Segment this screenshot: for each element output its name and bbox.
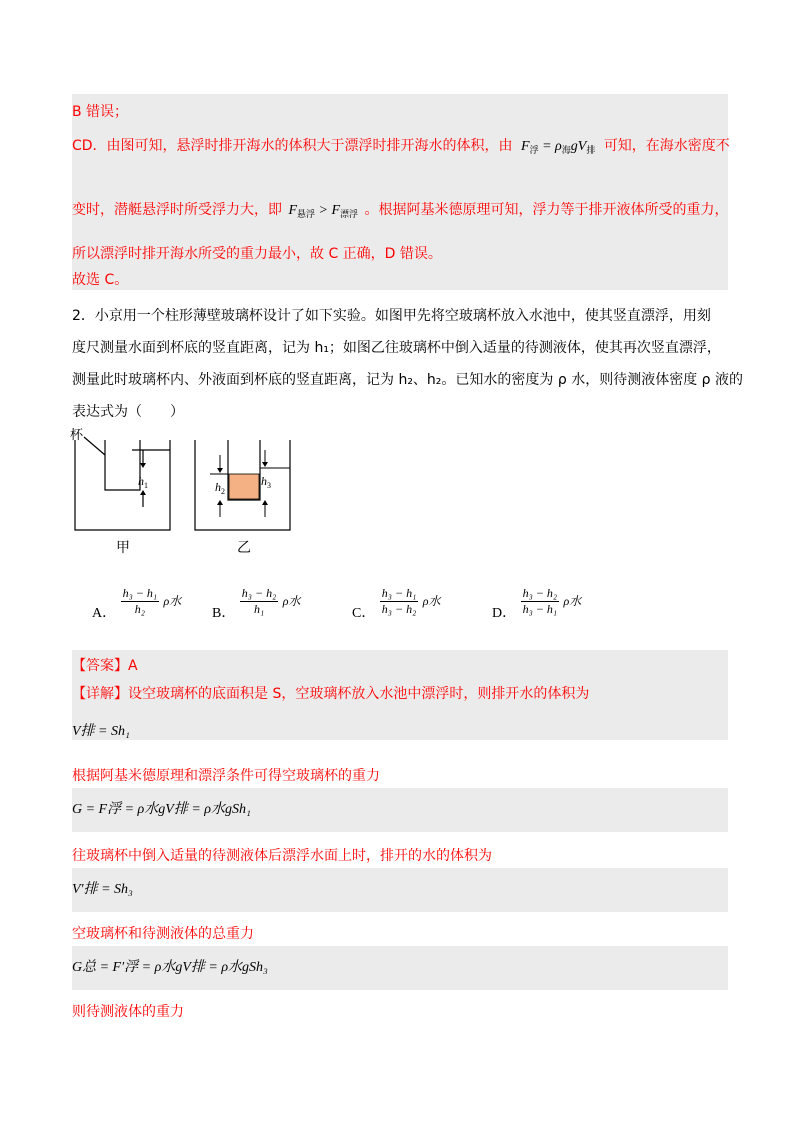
prev-cd-line1 bbox=[72, 136, 730, 160]
prev-cd-line1-b: 可知，在海水密度不 bbox=[603, 138, 730, 154]
cup-label: 杯 bbox=[70, 428, 84, 443]
caption-yi: 乙 bbox=[237, 540, 251, 556]
force-compare-formula: $F_{悬浮} > F_{漂浮}$ bbox=[288, 203, 359, 219]
answer-shade-3 bbox=[72, 868, 728, 912]
jia-h1-label: $h_1$ bbox=[138, 474, 148, 490]
prev-choose: 故选 C。 bbox=[72, 272, 129, 288]
answer-detail: 【详解】设空玻璃杯的底面积是 S，空玻璃杯放入水池中漂浮时，则排开水的体积为 bbox=[72, 686, 590, 702]
answer-text-4: 空玻璃杯和待测液体的总重力 bbox=[72, 926, 254, 942]
experiment-figure bbox=[60, 425, 320, 560]
question-line4: 表达式为（ ） bbox=[72, 404, 184, 420]
question-line2: 度尺测量水面到杯底的竖直距离，记为 h₁；如图乙往玻璃杯中倒入适量的待测液体，使其再次竖直漂浮， bbox=[72, 340, 721, 356]
option-c[interactable]: C． $\frac{\text{h₃ − h₁}}{\text{h₃ − h₂}}$ ρ水 bbox=[352, 585, 441, 621]
prev-cd-line1-a: CD．由图可知，悬浮时排开海水的体积大于漂浮时排开海水的体积，由 bbox=[72, 138, 513, 154]
option-b[interactable]: B． $\frac{\text{h₃ − h₂}}{\text{h₁}}$ ρ水 bbox=[212, 585, 301, 621]
buoyancy-formula: $F_浮 = \rho_海gV_排$ bbox=[521, 139, 596, 155]
equation-3: V′排 = Sh₃ bbox=[72, 882, 133, 897]
equation-4: G总 = F′浮 = ρ水gV排 = ρ水gSh₃ bbox=[72, 960, 268, 975]
prev-cd-line3: 所以漂浮时排开海水所受的重力最小，故 C 正确，D 错误。 bbox=[72, 246, 442, 262]
prev-cd-line2-b: 。根据阿基米德原理可知，浮力等于排开液体所受的重力， bbox=[364, 202, 729, 218]
option-d[interactable]: D． $\frac{\text{h₃ − h₂}}{\text{h₃ − h₁}}$ ρ水 bbox=[492, 585, 582, 621]
answer-tag: 【答案】A bbox=[72, 658, 138, 674]
answer-options bbox=[92, 580, 732, 630]
answer-text-5: 则待测液体的重力 bbox=[72, 1004, 184, 1020]
answer-text-3: 往玻璃杯中倒入适量的待测液体后漂浮水面上时，排开的水的体积为 bbox=[72, 848, 492, 864]
equation-1: V排 = Sh₁ bbox=[72, 724, 130, 739]
answer-text-2: 根据阿基米德原理和漂浮条件可得空玻璃杯的重力 bbox=[72, 768, 380, 784]
test-liquid bbox=[229, 474, 259, 499]
prev-cd-line2 bbox=[72, 200, 729, 224]
equation-2: G = F浮 = ρ水gV排 = ρ水gSh₁ bbox=[72, 802, 251, 817]
question-line1: 2．小京用一个柱形薄壁玻璃杯设计了如下实验。如图甲先将空玻璃杯放入水池中，使其竖直漂浮，用刻 bbox=[72, 308, 711, 324]
figure-jia bbox=[75, 437, 170, 530]
prev-b-wrong: B 错误； bbox=[72, 104, 129, 120]
yi-h3-label: $h_3$ bbox=[261, 474, 271, 490]
prev-cd-line2-a: 变时，潜艇悬浮时所受浮力大，即 bbox=[72, 202, 282, 218]
caption-jia: 甲 bbox=[116, 540, 130, 556]
question-line3: 测量此时玻璃杯内、外液面到杯底的竖直距离，记为 h₂、h₂。已知水的密度为 ρ 水，则待测液体密度 ρ 液的 bbox=[72, 372, 743, 388]
yi-h2-label: $h_2$ bbox=[215, 480, 225, 496]
option-a[interactable]: A． $\frac{\text{h₃ − h₁}}{\text{h₂}}$ ρ水 bbox=[92, 585, 182, 621]
